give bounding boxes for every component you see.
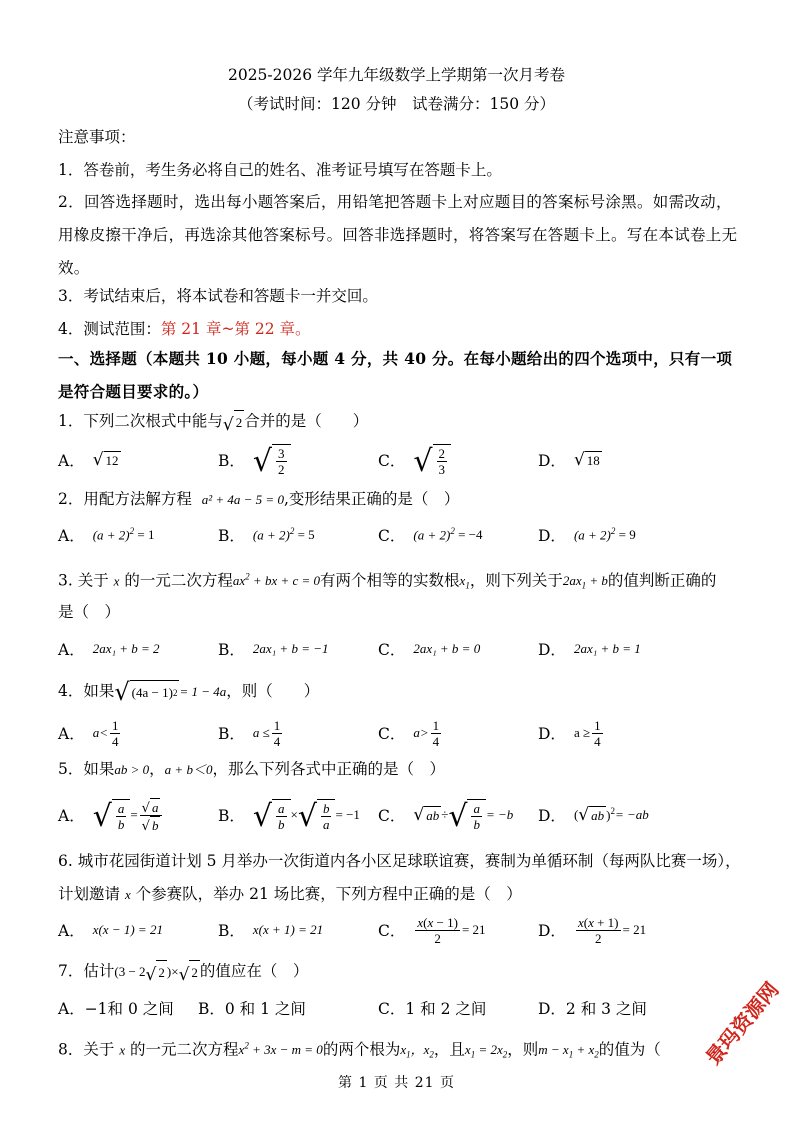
q5-option-c: C． √ ab ÷ √ $\frac{a}{b}$ = −b (378, 798, 514, 834)
question-1-options (58, 440, 748, 480)
q4-option-d: D． a ≥ $\frac{1}{4}$ (538, 717, 601, 749)
q4-option-a: A． a< $\frac{1}{4}$ (58, 717, 119, 749)
note-4-prefix: 4．测试范围： (58, 320, 161, 338)
q1-option-a: A． √ 12 (58, 450, 119, 470)
question-5-options (58, 795, 748, 835)
exam-subtitle: （考试时间：120 分钟 试卷满分：150 分） (237, 95, 556, 113)
q2-stem-a: 2．用配方法解方程 (58, 490, 192, 508)
exam-title: 2025-2026 学年九年级数学上学期第一次月考卷 (227, 66, 566, 84)
q6-option-d: D． $\frac{x(x + 1)}{2}$ = 21 (538, 914, 647, 946)
note-3: 3．考试结束后，将本试卷和答题卡一并交回。 (58, 287, 378, 305)
question-3-options (58, 629, 748, 669)
question-1-stem (58, 410, 368, 434)
q2-option-b: B． $(a + 2)^2$ = 5 (218, 526, 315, 545)
test-range: 第 21 章~第 22 章。 (160, 320, 311, 338)
question-3-stem-cont: 是（ ） (58, 603, 121, 621)
q7-option-a: A．−1和 0 之间 (58, 1000, 174, 1018)
q6-option-c: C． $\frac{x(x - 1)}{2}$ = 21 (378, 914, 486, 946)
q1-stem-b: 合并的是（ ） (244, 412, 369, 430)
note-1: 1．答卷前，考生务必将自己的姓名、准考证号填写在答题卡上。 (58, 161, 502, 179)
page-footer: 第 1 页 共 21 页 (338, 1075, 455, 1091)
question-6-stem: 6. 城市花园街道计划 5 月举办一次街道内各小区足球联谊赛，赛制为单循环制（每两队比赛一场）， (58, 852, 741, 870)
question-6-options (58, 910, 748, 950)
q3-option-a: A． 2ax₁ + b = 2 (58, 641, 160, 659)
q1-stem-a: 1．下列二次根式中能与 (58, 412, 223, 430)
question-2-stem (58, 488, 459, 511)
q1-sqrt2: √ 2 (223, 410, 244, 434)
q5-option-b: B． √ $\frac{a}{b}$ × √ $\frac{b}{a}$ = −1 (218, 798, 360, 834)
question-4-stem: 4．如果 √ (4a − 1) 2 = 1 − 4a，则（ ） (58, 678, 320, 706)
q2-stem-b: ,变形结果正确的是（ ） (283, 490, 460, 508)
q4-option-c: C． a> $\frac{1}{4}$ (378, 717, 440, 749)
q5-option-d: D． ( √ ab )$^2$ = −ab (538, 805, 649, 825)
note-2: 2．回答选择题时，选出每小题答案后，用铅笔把答题卡上对应题目的答案标号涂黑。如需改动，用橡皮擦干净后，再选涂其他答案标号。回答非选择题时，将答案写在答题卡上。写在本试卷上无效。 (58, 193, 738, 277)
q1-option-d: D． √ 18 (538, 450, 600, 470)
q6-option-b: B． x(x + 1) = 21 (218, 922, 324, 940)
q3-option-c: C． 2ax₁ + b = 0 (378, 641, 481, 659)
q5-option-a: A． √ $\frac{a}{b}$ = √ a √ b (58, 795, 164, 835)
q4-option-b: B． a ≤ $\frac{1}{4}$ (218, 717, 281, 749)
q2-option-c: C． $(a + 2)^2$ = −4 (378, 526, 483, 545)
note-4 (58, 318, 311, 340)
q7-option-b: B．0 和 1 之间 (198, 1000, 306, 1018)
question-8-stem: 8．关于 x 的一元二次方程$x^2 + 3x - m = 0$的两个根为$x_1$，$x_2$，且$x_1 = 2x_2$，则$m - x_1 + x_2$的值为（ (58, 1040, 661, 1060)
q2-option-a: A． $(a + 2)^2$ = 1 (58, 526, 155, 545)
q2-equation: a² + 4a − 5 = 0 (201, 492, 284, 507)
q1-option-b: B． √ $\frac{3}{2}$ (218, 440, 291, 480)
question-7-stem: 7．估计(3 − 2 √ 2 )× √ 2 的值应在（ ） (58, 962, 309, 985)
q7-option-d: D．2 和 3 之间 (538, 1000, 647, 1018)
q1-option-c: C． √ $\frac{2}{3}$ (378, 440, 451, 480)
watermark-logo: 景玛资源网 (700, 977, 784, 1070)
q2-option-d: D． $(a + 2)^2$ = 9 (538, 526, 636, 545)
question-2-options (58, 515, 748, 555)
question-5-stem: 5．如果ab > 0，a + b＜0，那么下列各式中正确的是（ ） (58, 760, 445, 778)
question-4-options (58, 713, 748, 753)
notes-heading: 注意事项： (58, 128, 136, 146)
question-6-stem-cont: 计划邀请 x 个参赛队，举办 21 场比赛，下列方程中正确的是（ ） (58, 885, 522, 903)
question-3-stem: 3. 关于 x 的一元二次方程$ax^2$ + bx + c = 0有两个相等的实数根$x_1$，则下列关于$2ax_1 + b$的值判断正确的 (58, 571, 717, 591)
section-heading: 一、选择题（本题共 10 小题，每小题 4 分，共 40 分。在每小题给出的四个选项中，只有一项是符合题目要求的。） (58, 349, 733, 401)
q3-option-d: D． 2ax₁ + b = 1 (538, 641, 641, 659)
q6-option-a: A． x(x − 1) = 21 (58, 922, 163, 940)
q3-option-b: B． 2ax₁ + b = −1 (218, 641, 329, 659)
question-7-options (58, 988, 748, 1028)
q7-option-c: C．1 和 2 之间 (378, 1000, 487, 1018)
